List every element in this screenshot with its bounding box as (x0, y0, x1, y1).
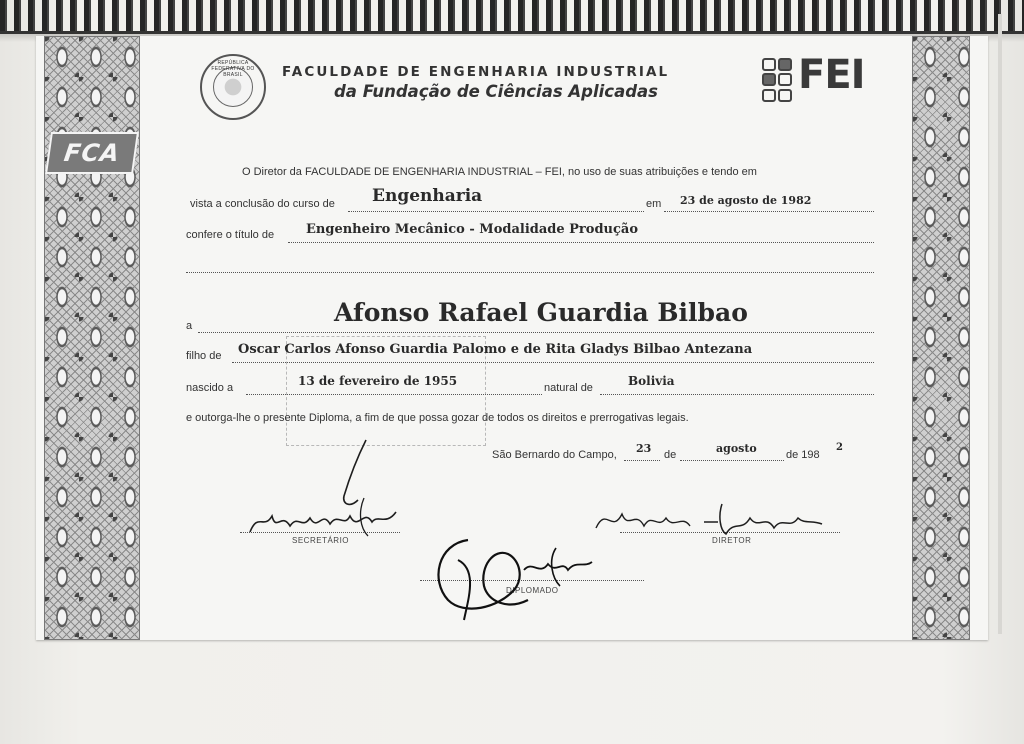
issue-day-line (624, 460, 660, 461)
parents-names: Oscar Carlos Afonso Guardia Palomo e de Rita Gladys Bilbao Antezana (238, 342, 753, 357)
director-signature (592, 500, 832, 540)
faculty-title: FACULDADE DE ENGENHARIA INDUSTRIAL (282, 64, 670, 80)
issue-de: de (664, 449, 677, 461)
completion-date: 23 de agosto de 1982 (680, 194, 812, 207)
fei-logo-squares-icon (762, 58, 794, 102)
blank-line (186, 272, 874, 273)
secretary-signature (246, 492, 416, 542)
left-ornamental-border (44, 36, 140, 640)
course-name: Engenharia (372, 186, 483, 206)
birthplace-line (600, 394, 874, 395)
degree-title: Engenheiro Mecânico - Modalidade Produção (306, 222, 639, 237)
right-ornamental-border (912, 36, 970, 640)
spiral-binding (0, 0, 1024, 34)
recipient-name: Afonso Rafael Guardia Bilbao (334, 298, 748, 327)
graduate-signature (428, 530, 598, 626)
issue-month: agosto (716, 442, 757, 455)
diploma-sheet (36, 36, 988, 640)
issue-year-suffix: 2 (836, 442, 843, 453)
issue-city: São Bernardo do Campo, (492, 449, 617, 461)
closing-text: e outorga-lhe o presente Diploma, a fim de que possa gozar de todos os direitos e prerrogativas legais. (186, 412, 689, 424)
issue-day: 23 (636, 442, 652, 455)
director-label: DIRETOR (712, 536, 752, 545)
birth-date: 13 de fevereiro de 1955 (298, 374, 458, 388)
recipient-prefix: a (186, 320, 193, 332)
fei-logo: FEI (798, 52, 865, 98)
title-prefix: confere o título de (186, 229, 275, 241)
secretary-flourish (336, 436, 376, 516)
secretary-label: SECRETÁRIO (292, 536, 350, 545)
fca-logo: FCA (45, 132, 139, 174)
issue-month-line (680, 460, 784, 461)
born-prefix: nascido a (186, 382, 234, 394)
parents-line (232, 362, 874, 363)
course-prefix: vista a conclusão do curso de (190, 198, 335, 210)
parents-prefix: filho de (186, 350, 222, 362)
page-edge (998, 14, 1002, 634)
date-line (664, 211, 874, 212)
issue-year-prefix: de 198 (786, 449, 820, 461)
natural-prefix: natural de (544, 382, 593, 394)
birth-date-line (246, 394, 542, 395)
seal-text: REPÚBLICA FEDERATIVA DO BRASIL (211, 60, 255, 78)
birthplace: Bolivia (628, 374, 675, 388)
intro-text: O Diretor da FACULDADE DE ENGENHARIA INDUSTRIAL – FEI, no uso de suas atribuições e tendo em (242, 166, 757, 178)
course-line (348, 211, 644, 212)
graduate-label: DIPLOMADO (506, 586, 559, 595)
date-prefix: em (646, 198, 662, 210)
degree-line (288, 242, 874, 243)
foundation-subtitle: da Fundação de Ciências Aplicadas (334, 82, 658, 101)
brazil-seal (200, 54, 266, 120)
recipient-line (198, 332, 874, 333)
